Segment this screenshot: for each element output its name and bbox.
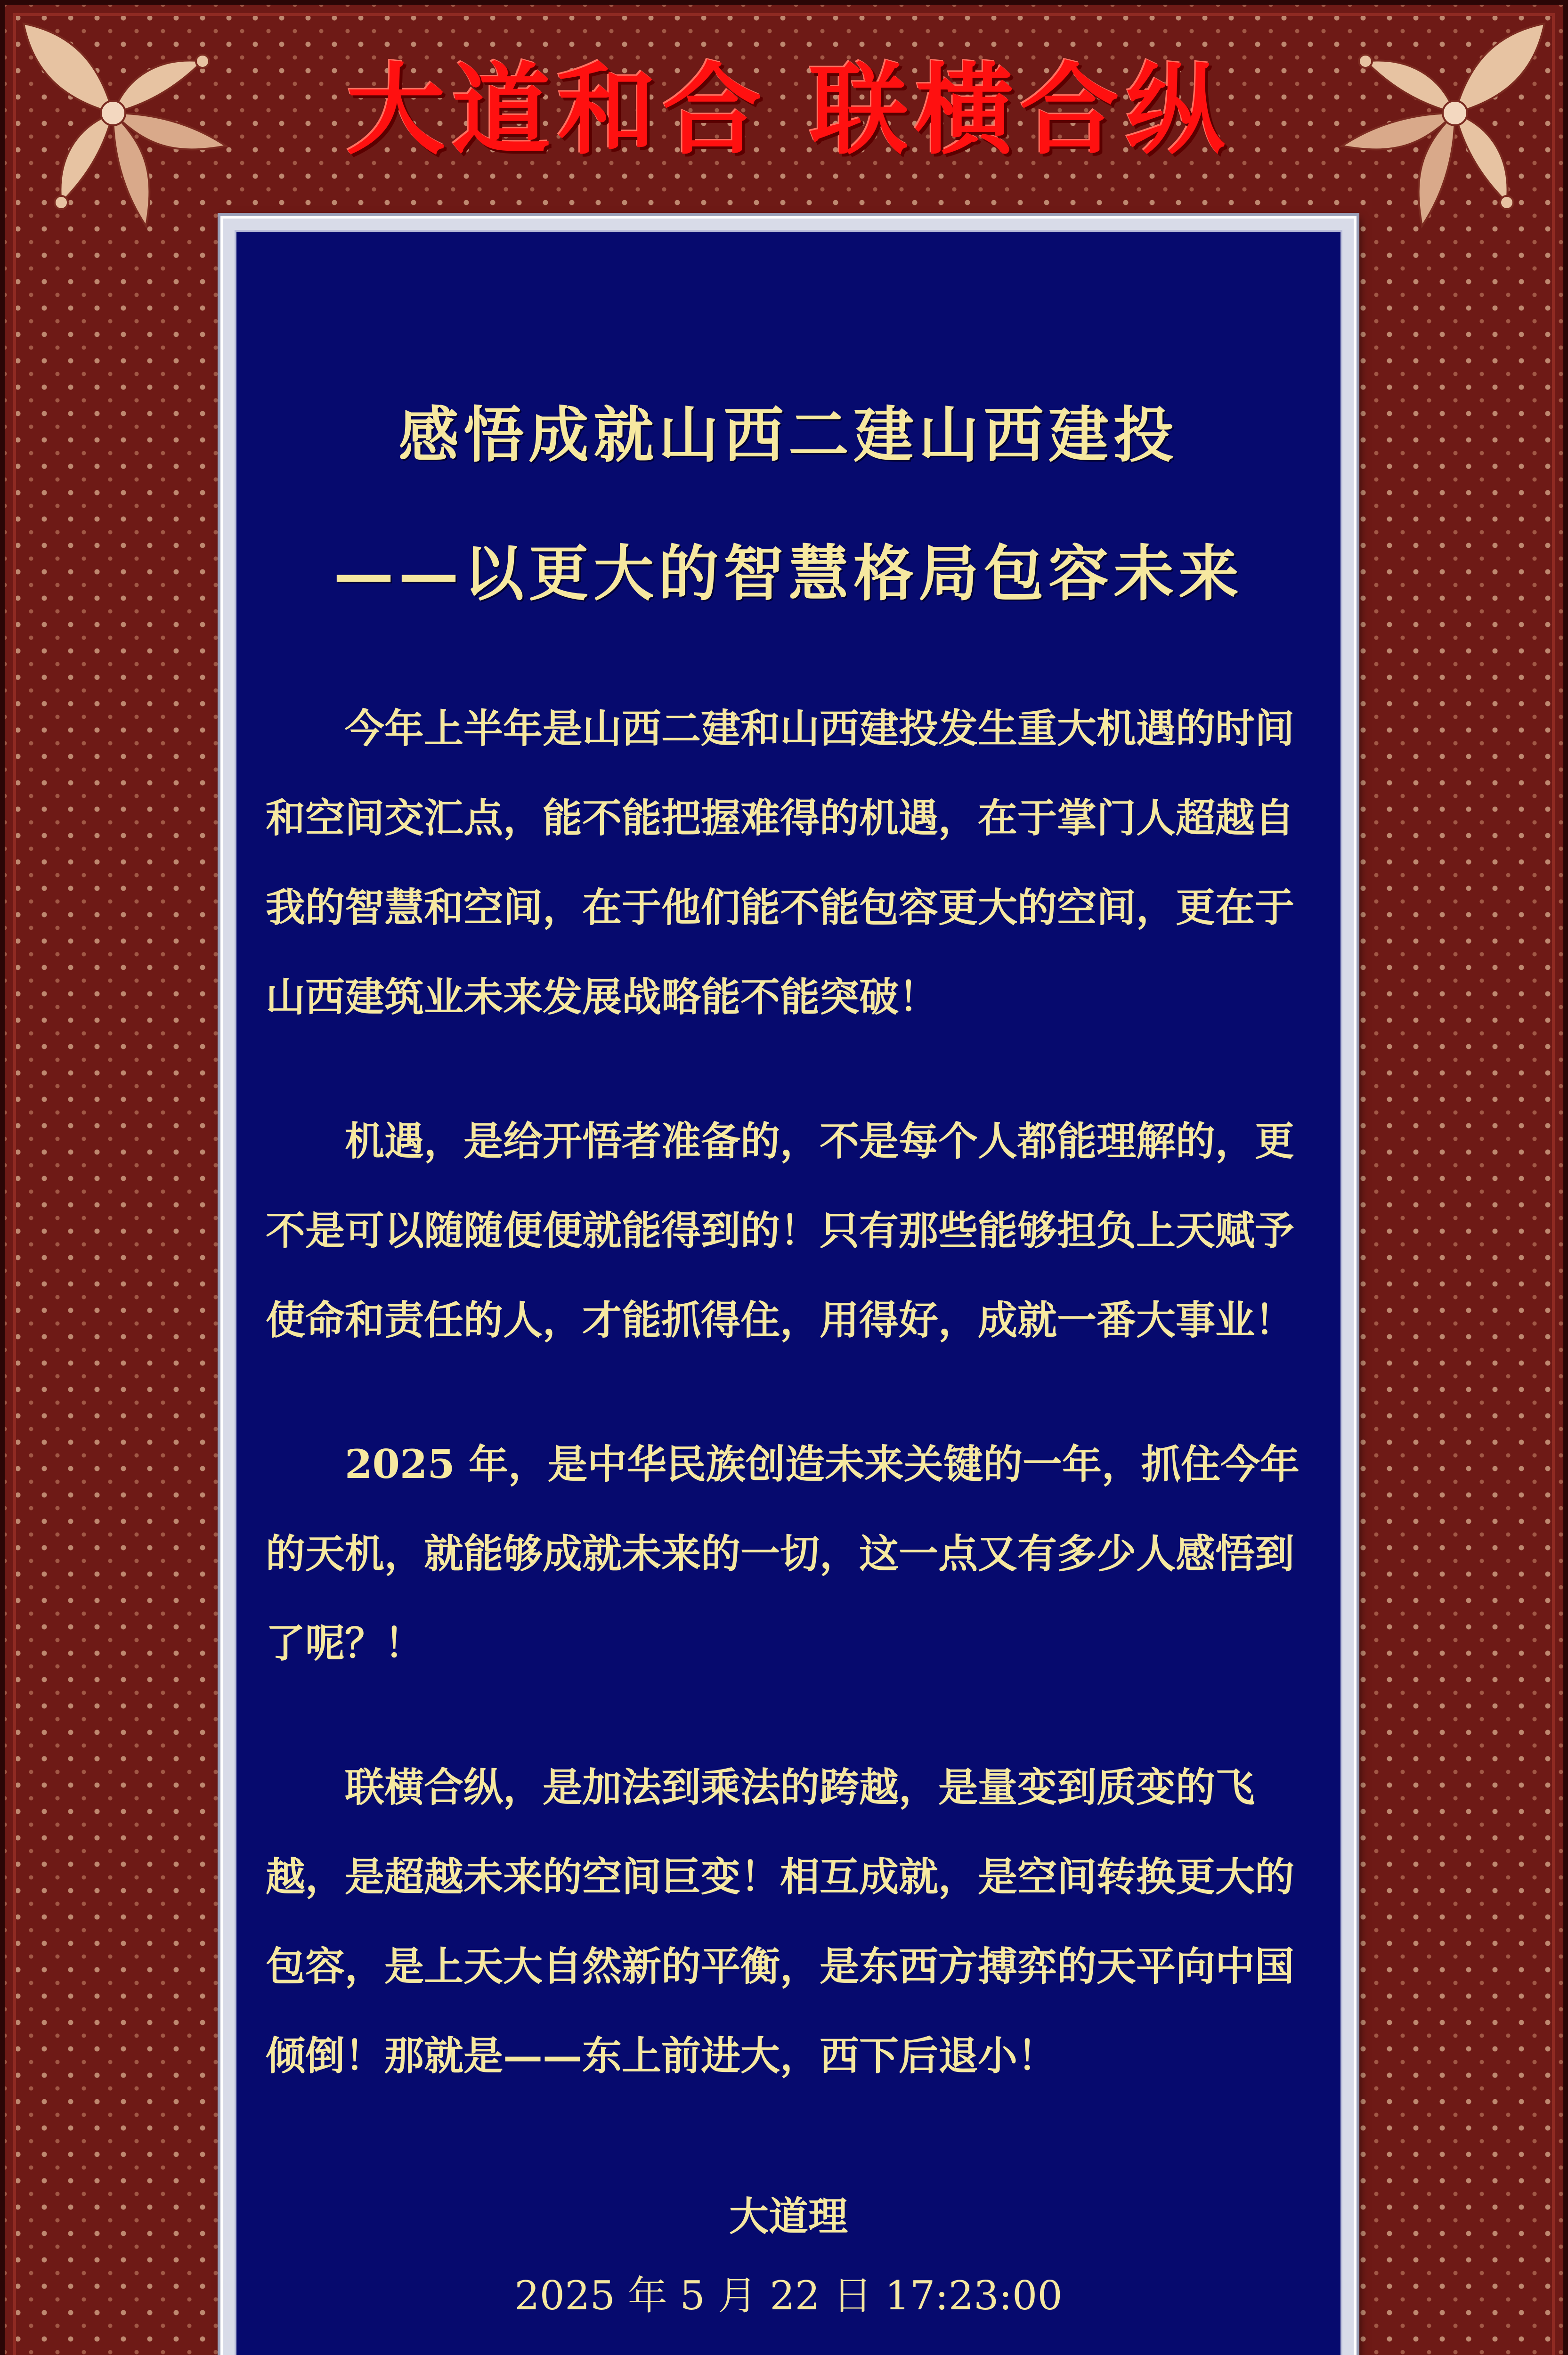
paragraph: 今年上半年是山西二建和山西建投发生重大机遇的时间和空间交汇点，能不能把握难得的机遇，在于掌门人超越自我的智慧和空间，在于他们能不能包容更大的空间，更在于山西建筑业未来发展战略能不能突破！ <box>266 705 1295 1020</box>
top-banner: 大道和合 联横合纵 <box>346 53 1232 168</box>
publish-date: 2025 年 5 月 22 日 17:23:00 <box>514 2273 1063 2319</box>
paragraph: 联横合纵，是加法到乘法的跨越，是量变到质变的飞越，是超越未来的空间巨变！相互成就，是空间转换更大的包容，是上天大自然新的平衡，是东西方搏弈的天平向中国倾倒！那就是——东上前进大，西下后退小！ <box>266 1764 1295 2079</box>
paragraph: 2025 年，是中华民族创造未来关键的一年，抓住今年的天机，就能够成就未来的一切，这一点又有多少人感悟到了呢？！ <box>266 1441 1300 1666</box>
author-name: 大道理 <box>729 2193 848 2240</box>
article-subtitle: ——以更大的智慧格局包容未来 <box>333 538 1243 609</box>
article-title: 感悟成就山西二建山西建投 <box>398 400 1178 471</box>
article-body <box>266 684 1315 2155</box>
article-panel-border <box>220 216 1357 2355</box>
paragraph: 机遇，是给开悟者准备的，不是每个人都能理解的，更不是可以随随便便就能得到的！只有那些能够担负上天赋予使命和责任的人，才能抓得住，用得好，成就一番大事业！ <box>266 1118 1295 1343</box>
article-panel <box>235 230 1342 2355</box>
